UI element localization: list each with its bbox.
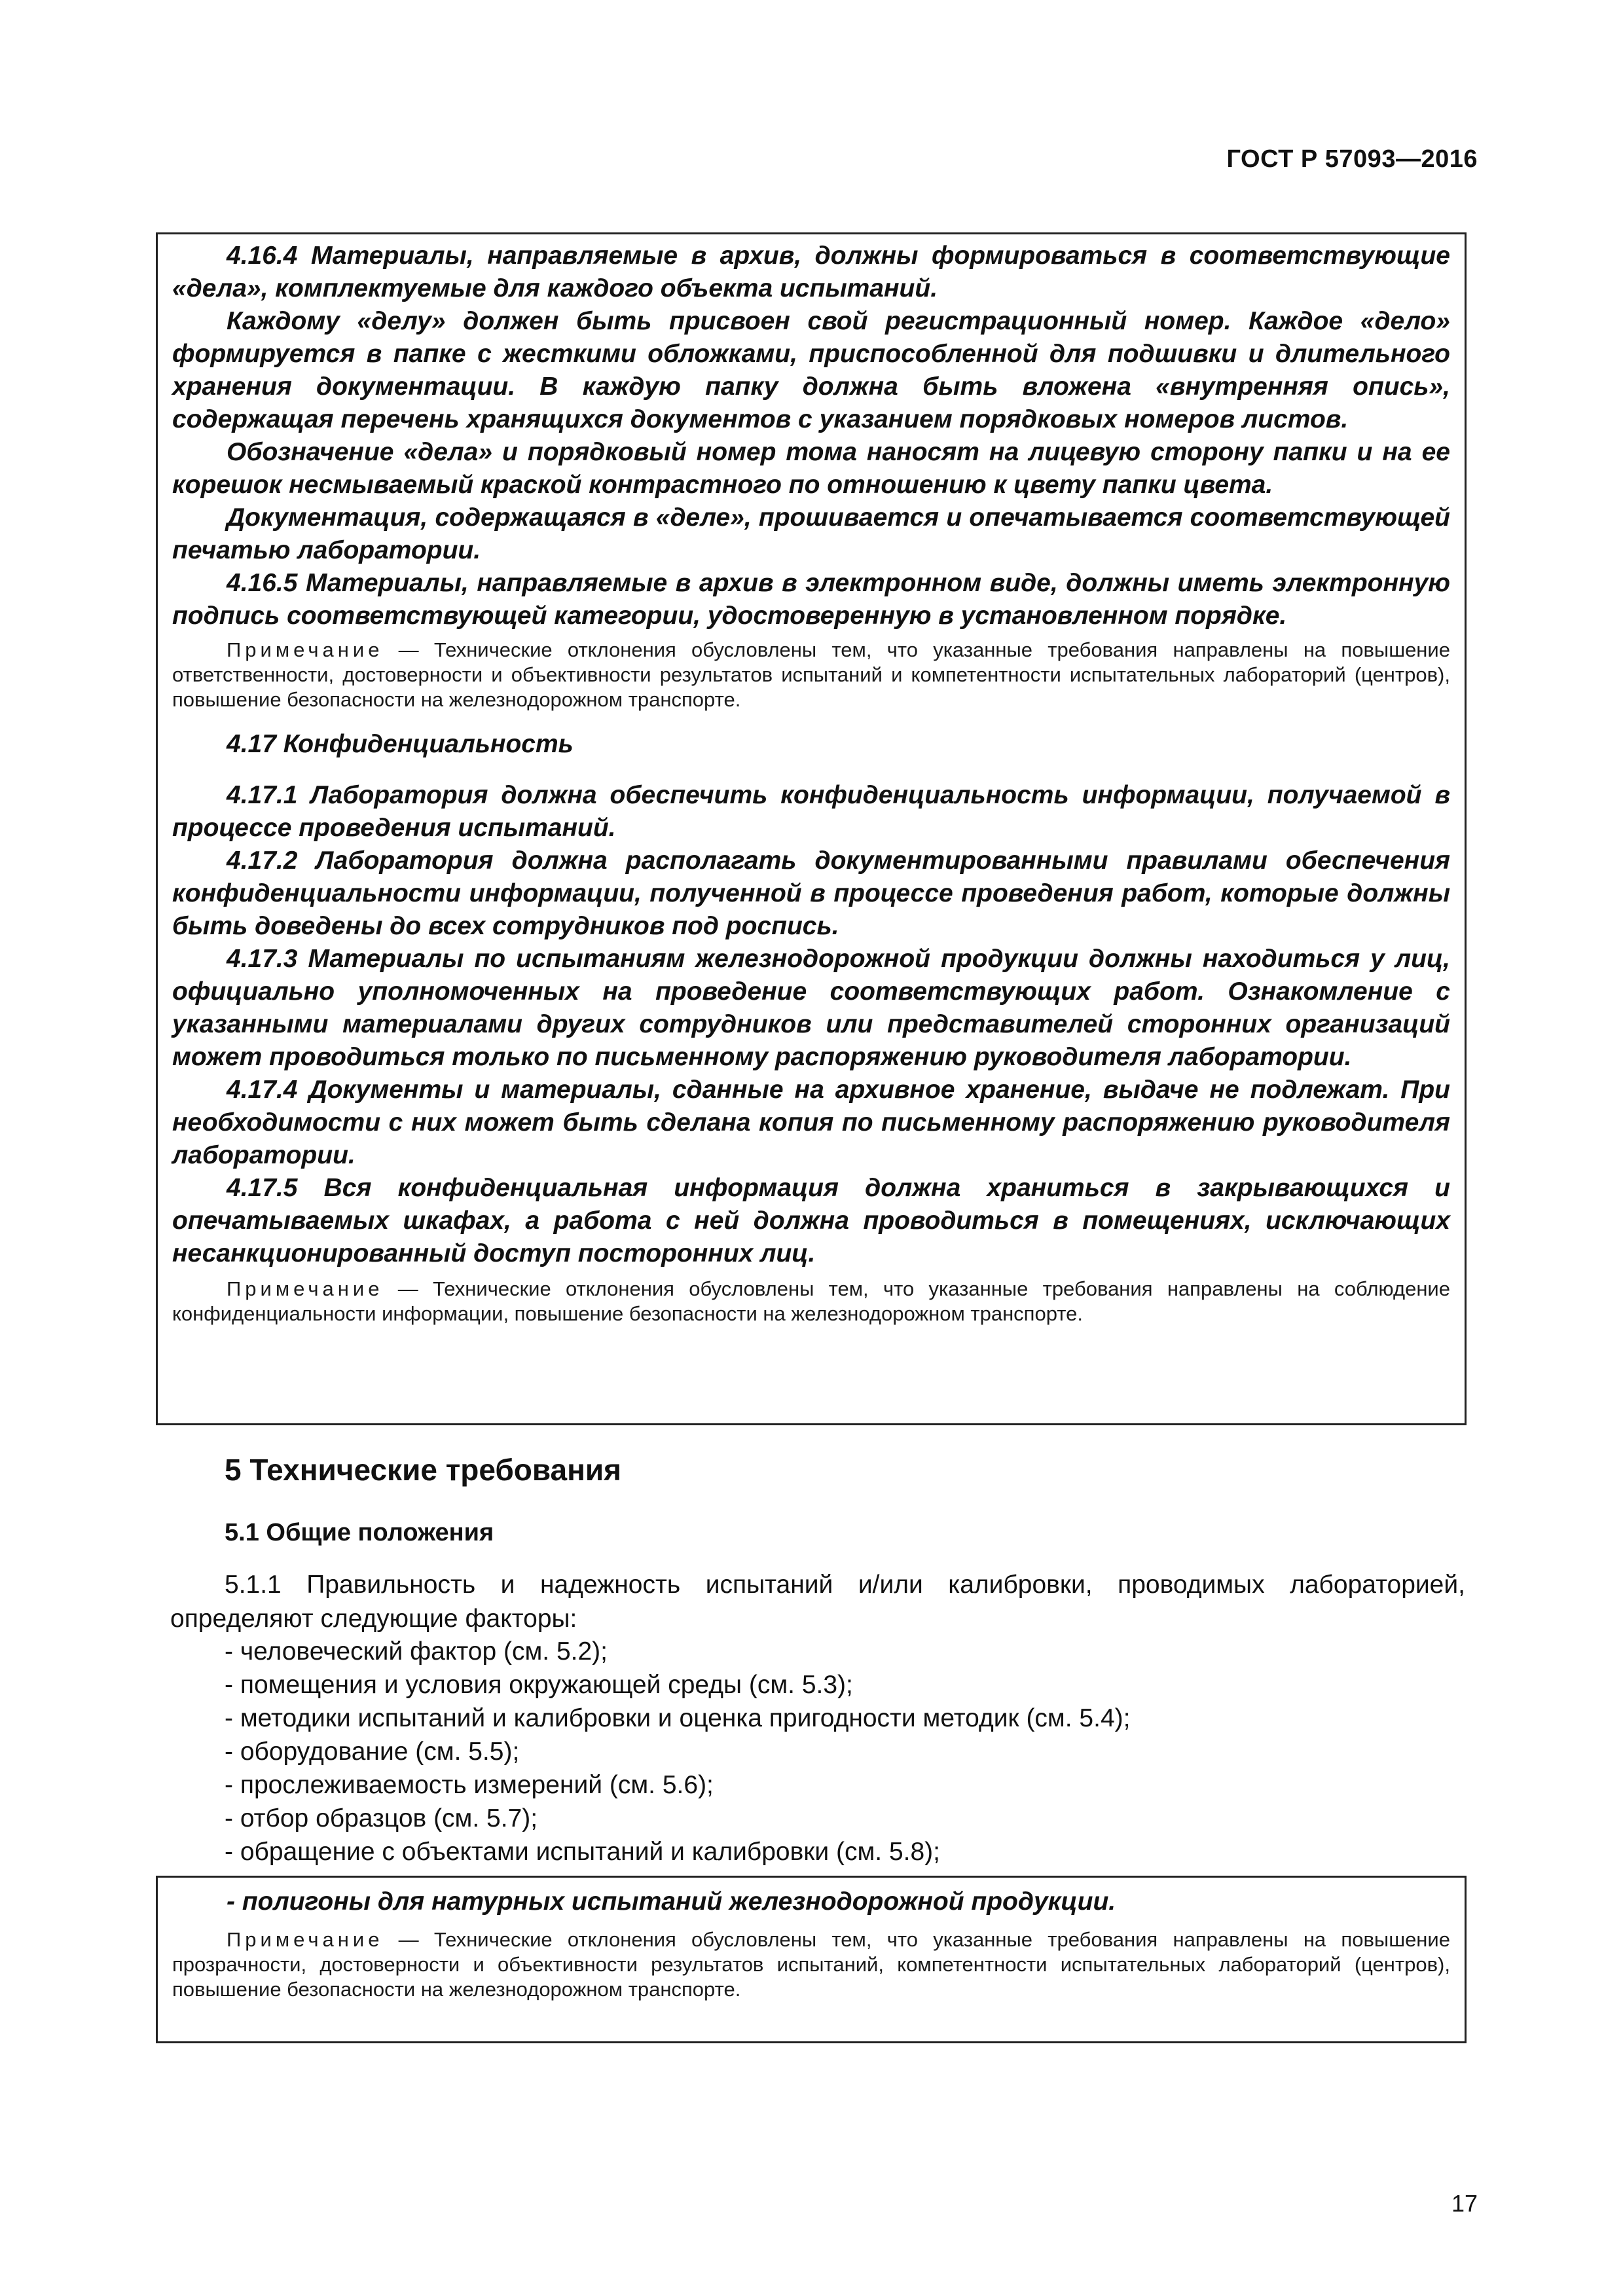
clause-4-17-3: 4.17.3 Материалы по испытаниям железнодорожной продукции должны находиться у лиц, официально уполномоченных на проведение соответствующих работ. Ознакомление с указанными материалами других сотрудников или представителей сторонних организаций может проводиться только по письменному распоряжению руководителя лаборатории. — [172, 945, 1450, 1071]
note-label: Примечание — [227, 1277, 384, 1300]
section-5-title: 5 Технические требования — [225, 1453, 621, 1487]
clause-4-17-5: 4.17.5 Вся конфиденциальная информация должна храниться в закрывающихся и опечатываемых шкафах, а работа с ней должна проводиться в помещениях, исключающих несанкционированный доступ посторонних лиц. — [172, 1174, 1450, 1267]
clause-4-17-2: 4.17.2 Лаборатория должна располагать документированными правилами обеспечения конфиденциальности информации, полученной в процессе проведения работ, которые должны быть доведены до всех сотрудников под роспись. — [172, 847, 1450, 940]
list-item: - прослеживаемость измерений (см. 5.6); — [225, 1768, 1130, 1802]
list-item: - помещения и условия окружающей среды (см. 5.3); — [225, 1668, 1130, 1702]
clause-4-16-4-sealing: Документация, содержащаяся в «деле», прошивается и опечатывается соответствующей печатью лаборатории. — [172, 503, 1450, 564]
deviation-box-archive-confidentiality — [156, 232, 1467, 1425]
factor-list — [225, 1635, 1130, 1868]
note-text: — Технические отклонения обусловлены тем, что указанные требования направлены на повышение прозрачности, достоверности и объективности результатов испытаний, компетентности испытательных лабораторий (центров), повышение безопасности на железнодорожном транспорте. — [172, 1928, 1450, 2001]
clause-4-17-1: 4.17.1 Лаборатория должна обеспечить конфиденциальность информации, получаемой в процессе проведения испытаний. — [172, 781, 1450, 842]
note-text: — Технические отклонения обусловлены тем, что указанные требования направлены на соблюдение конфиденциальности информации, повышение безопасности на железнодорожном транспорте. — [172, 1277, 1450, 1325]
deviation-box-test-sites — [156, 1876, 1467, 2043]
section-5-1-title: 5.1 Общие положения — [225, 1519, 494, 1546]
note-text: — Технические отклонения обусловлены тем, что указанные требования направлены на повышение ответственности, достоверности и объективности результатов испытаний и компетентности испытательных лабораторий (центров), повышение безопасности на железнодорожном транспорте. — [172, 638, 1450, 711]
clause-4-16-4: 4.16.4 Материалы, направляемые в архив, должны формироваться в соответствующие «дела», комплектуемые для каждого объекта испытаний. — [172, 242, 1450, 302]
list-item: - методики испытаний и калибровки и оценка пригодности методик (см. 5.4); — [225, 1702, 1130, 1735]
document-code: ГОСТ Р 57093—2016 — [1226, 145, 1478, 173]
list-item: - оборудование (см. 5.5); — [225, 1735, 1130, 1768]
list-item-test-sites: - полигоны для натурных испытаний железнодорожной продукции. — [227, 1887, 1116, 1916]
clause-4-16-4-designation: Обозначение «дела» и порядковый номер тома наносят на лицевую сторону папки и на ее корешок несмываемый краской контрастного по отношению к цвету папки цвета. — [172, 438, 1450, 499]
clause-5-1-1: 5.1.1 Правильность и надежность испытаний и/или калибровки, проводимых лабораторией, определяют следующие факторы: — [170, 1571, 1465, 1633]
note-test-sites — [172, 1927, 1450, 2002]
note-archive — [172, 638, 1450, 712]
note-label: Примечание — [227, 638, 384, 661]
page-number: 17 — [1451, 2190, 1478, 2217]
list-item: - человеческий фактор (см. 5.2); — [225, 1635, 1130, 1668]
heading-4-17: 4.17 Конфиденциальность — [227, 730, 574, 758]
note-label: Примечание — [227, 1928, 384, 1951]
clause-4-16-4-registration: Каждому «делу» должен быть присвоен свой регистрационный номер. Каждое «дело» формируется в папке с жесткими обложками, приспособленной для подшивки и длительного хранения документации. В каждую папку должна быть вложена «внутренняя опись», содержащая перечень хранящихся документов с указанием порядковых номеров листов. — [172, 307, 1450, 433]
note-confidentiality — [172, 1277, 1450, 1326]
list-item: - отбор образцов (см. 5.7); — [225, 1802, 1130, 1835]
list-item: - обращение с объектами испытаний и калибровки (см. 5.8); — [225, 1835, 1130, 1868]
clause-4-17-4: 4.17.4 Документы и материалы, сданные на архивное хранение, выдаче не подлежат. При необходимости с них может быть сделана копия по письменному распоряжению руководителя лаборатории. — [172, 1076, 1450, 1169]
clause-4-16-5: 4.16.5 Материалы, направляемые в архив в электронном виде, должны иметь электронную подпись соответствующей категории, удостоверенную в установленном порядке. — [172, 569, 1450, 630]
